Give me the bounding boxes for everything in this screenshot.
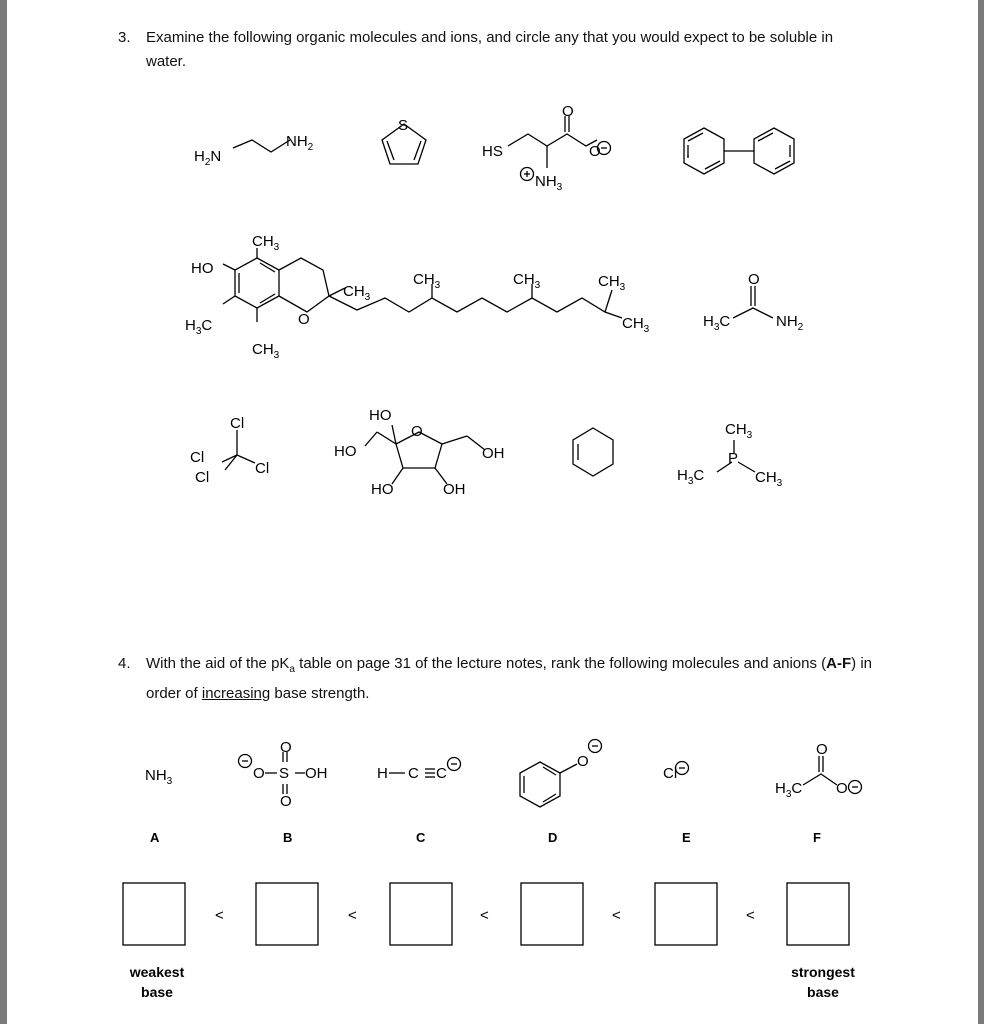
question-3-number: 3. [118, 29, 131, 46]
answer-box-5[interactable] [655, 883, 717, 945]
formula-c-c2: C [436, 765, 447, 782]
formula-f-o-top: O [816, 741, 828, 758]
answer-box-3[interactable] [390, 883, 452, 945]
formula-f-h3c: $H_3C$ [775, 780, 803, 800]
label-hs: HS [482, 143, 503, 160]
less-than-1: < [215, 907, 224, 924]
strongest-label-base: base [807, 984, 839, 1000]
label-cl-bottom: Cl [195, 469, 210, 486]
label-cys-o1: O [562, 103, 574, 120]
label-thiophene-s: S [398, 117, 409, 134]
label-ch3-end: $CH_3$ [622, 315, 650, 335]
molecule-acetamide [733, 286, 773, 318]
label-acetamide-nh2: $NH_2$ [776, 313, 804, 333]
label-acetamide-h3c: $H_3C$ [703, 313, 731, 333]
label-cl-left: Cl [190, 449, 205, 466]
molecule-biphenyl [684, 128, 794, 174]
formula-b-o: O [253, 765, 265, 782]
label-h2n: $H_2N$ [194, 148, 222, 168]
label-nh3-plus: $NH_3$ [535, 173, 563, 193]
worksheet-page [7, 0, 978, 1024]
letter-a: A [150, 830, 160, 845]
molecule-cyclohexene [573, 428, 613, 476]
label-h3c: $H_3C$ [185, 317, 213, 337]
label-ch3-chain1: $CH_3$ [413, 271, 441, 291]
formula-a-nh3: $NH_3$ [145, 767, 173, 787]
answer-box-6[interactable] [787, 883, 849, 945]
formula-b-s: S [279, 765, 290, 782]
letter-f: F [813, 830, 821, 845]
weakest-label-base: base [141, 984, 173, 1000]
label-nh2: $NH_2$ [286, 133, 314, 153]
label-ho: HO [191, 260, 214, 277]
label-ch3-chain2: $CH_3$ [513, 271, 541, 291]
label-ch3-bottom: $CH_3$ [252, 341, 280, 361]
label-ribose-ho-left: HO [334, 443, 357, 460]
molecule-ccl4 [222, 430, 255, 470]
formula-c-h: H [377, 765, 388, 782]
letter-b: B [283, 830, 293, 845]
label-ch3-top: $CH_3$ [252, 233, 280, 253]
label-pme3-p: P [728, 450, 739, 467]
label-ribose-oh-right: OH [482, 445, 505, 462]
label-cl-right: Cl [255, 460, 270, 477]
label-cys-o2: O [589, 143, 601, 160]
molecule-phenoxide [520, 762, 577, 807]
label-ch3-chiral: $CH_3$ [343, 283, 371, 303]
letter-c: C [416, 830, 426, 845]
label-pme3-h3c: $H_3C$ [677, 467, 705, 487]
letter-e: E [682, 830, 691, 845]
label-ch3-chain3: $CH_3$ [598, 273, 626, 293]
structures-canvas [7, 0, 978, 1024]
formula-b-oh: OH [305, 765, 328, 782]
letter-d: D [548, 830, 558, 845]
molecule-ethylenediamine [233, 140, 290, 152]
strongest-label: strongest [791, 964, 855, 980]
molecule-acetate [803, 756, 837, 785]
less-than-4: < [612, 907, 621, 924]
label-pme3-ch3-top: $CH_3$ [725, 421, 753, 441]
label-cl-top: Cl [230, 415, 245, 432]
answer-box-1[interactable] [123, 883, 185, 945]
label-ribose-oh-bottom: OH [443, 481, 466, 498]
less-than-3: < [480, 907, 489, 924]
label-ribose-o: O [411, 423, 423, 440]
label-acetamide-o: O [748, 271, 760, 288]
less-than-2: < [348, 907, 357, 924]
label-ring-o: O [298, 311, 310, 328]
label-pme3-ch3-right: $CH_3$ [755, 469, 783, 489]
question-4-number: 4. [118, 655, 131, 672]
formula-e-cl: Cl [663, 765, 678, 782]
less-than-5: < [746, 907, 755, 924]
molecule-ribose [365, 425, 485, 484]
question-4-text: With the aid of the $pK_a$ table on page 31 of the lecture notes, rank the following molecules and anions (A-F) in order of increasing base strength. [146, 655, 873, 702]
answer-box-2[interactable] [256, 883, 318, 945]
formula-b-o-top: O [280, 739, 292, 756]
answer-box-4[interactable] [521, 883, 583, 945]
formula-c-c1: C [408, 765, 419, 782]
formula-b-o-bottom: O [280, 793, 292, 810]
molecule-cysteine [508, 116, 597, 168]
formula-d-o: O [577, 753, 589, 770]
formula-f-o: O [836, 780, 848, 797]
label-ribose-ho-bottom: HO [371, 481, 394, 498]
label-ribose-ho-top: HO [369, 407, 392, 424]
question-3-text: Examine the following organic molecules and ions, and circle any that you would expect to be soluble in water. [146, 29, 834, 70]
weakest-label: weakest [129, 964, 185, 980]
